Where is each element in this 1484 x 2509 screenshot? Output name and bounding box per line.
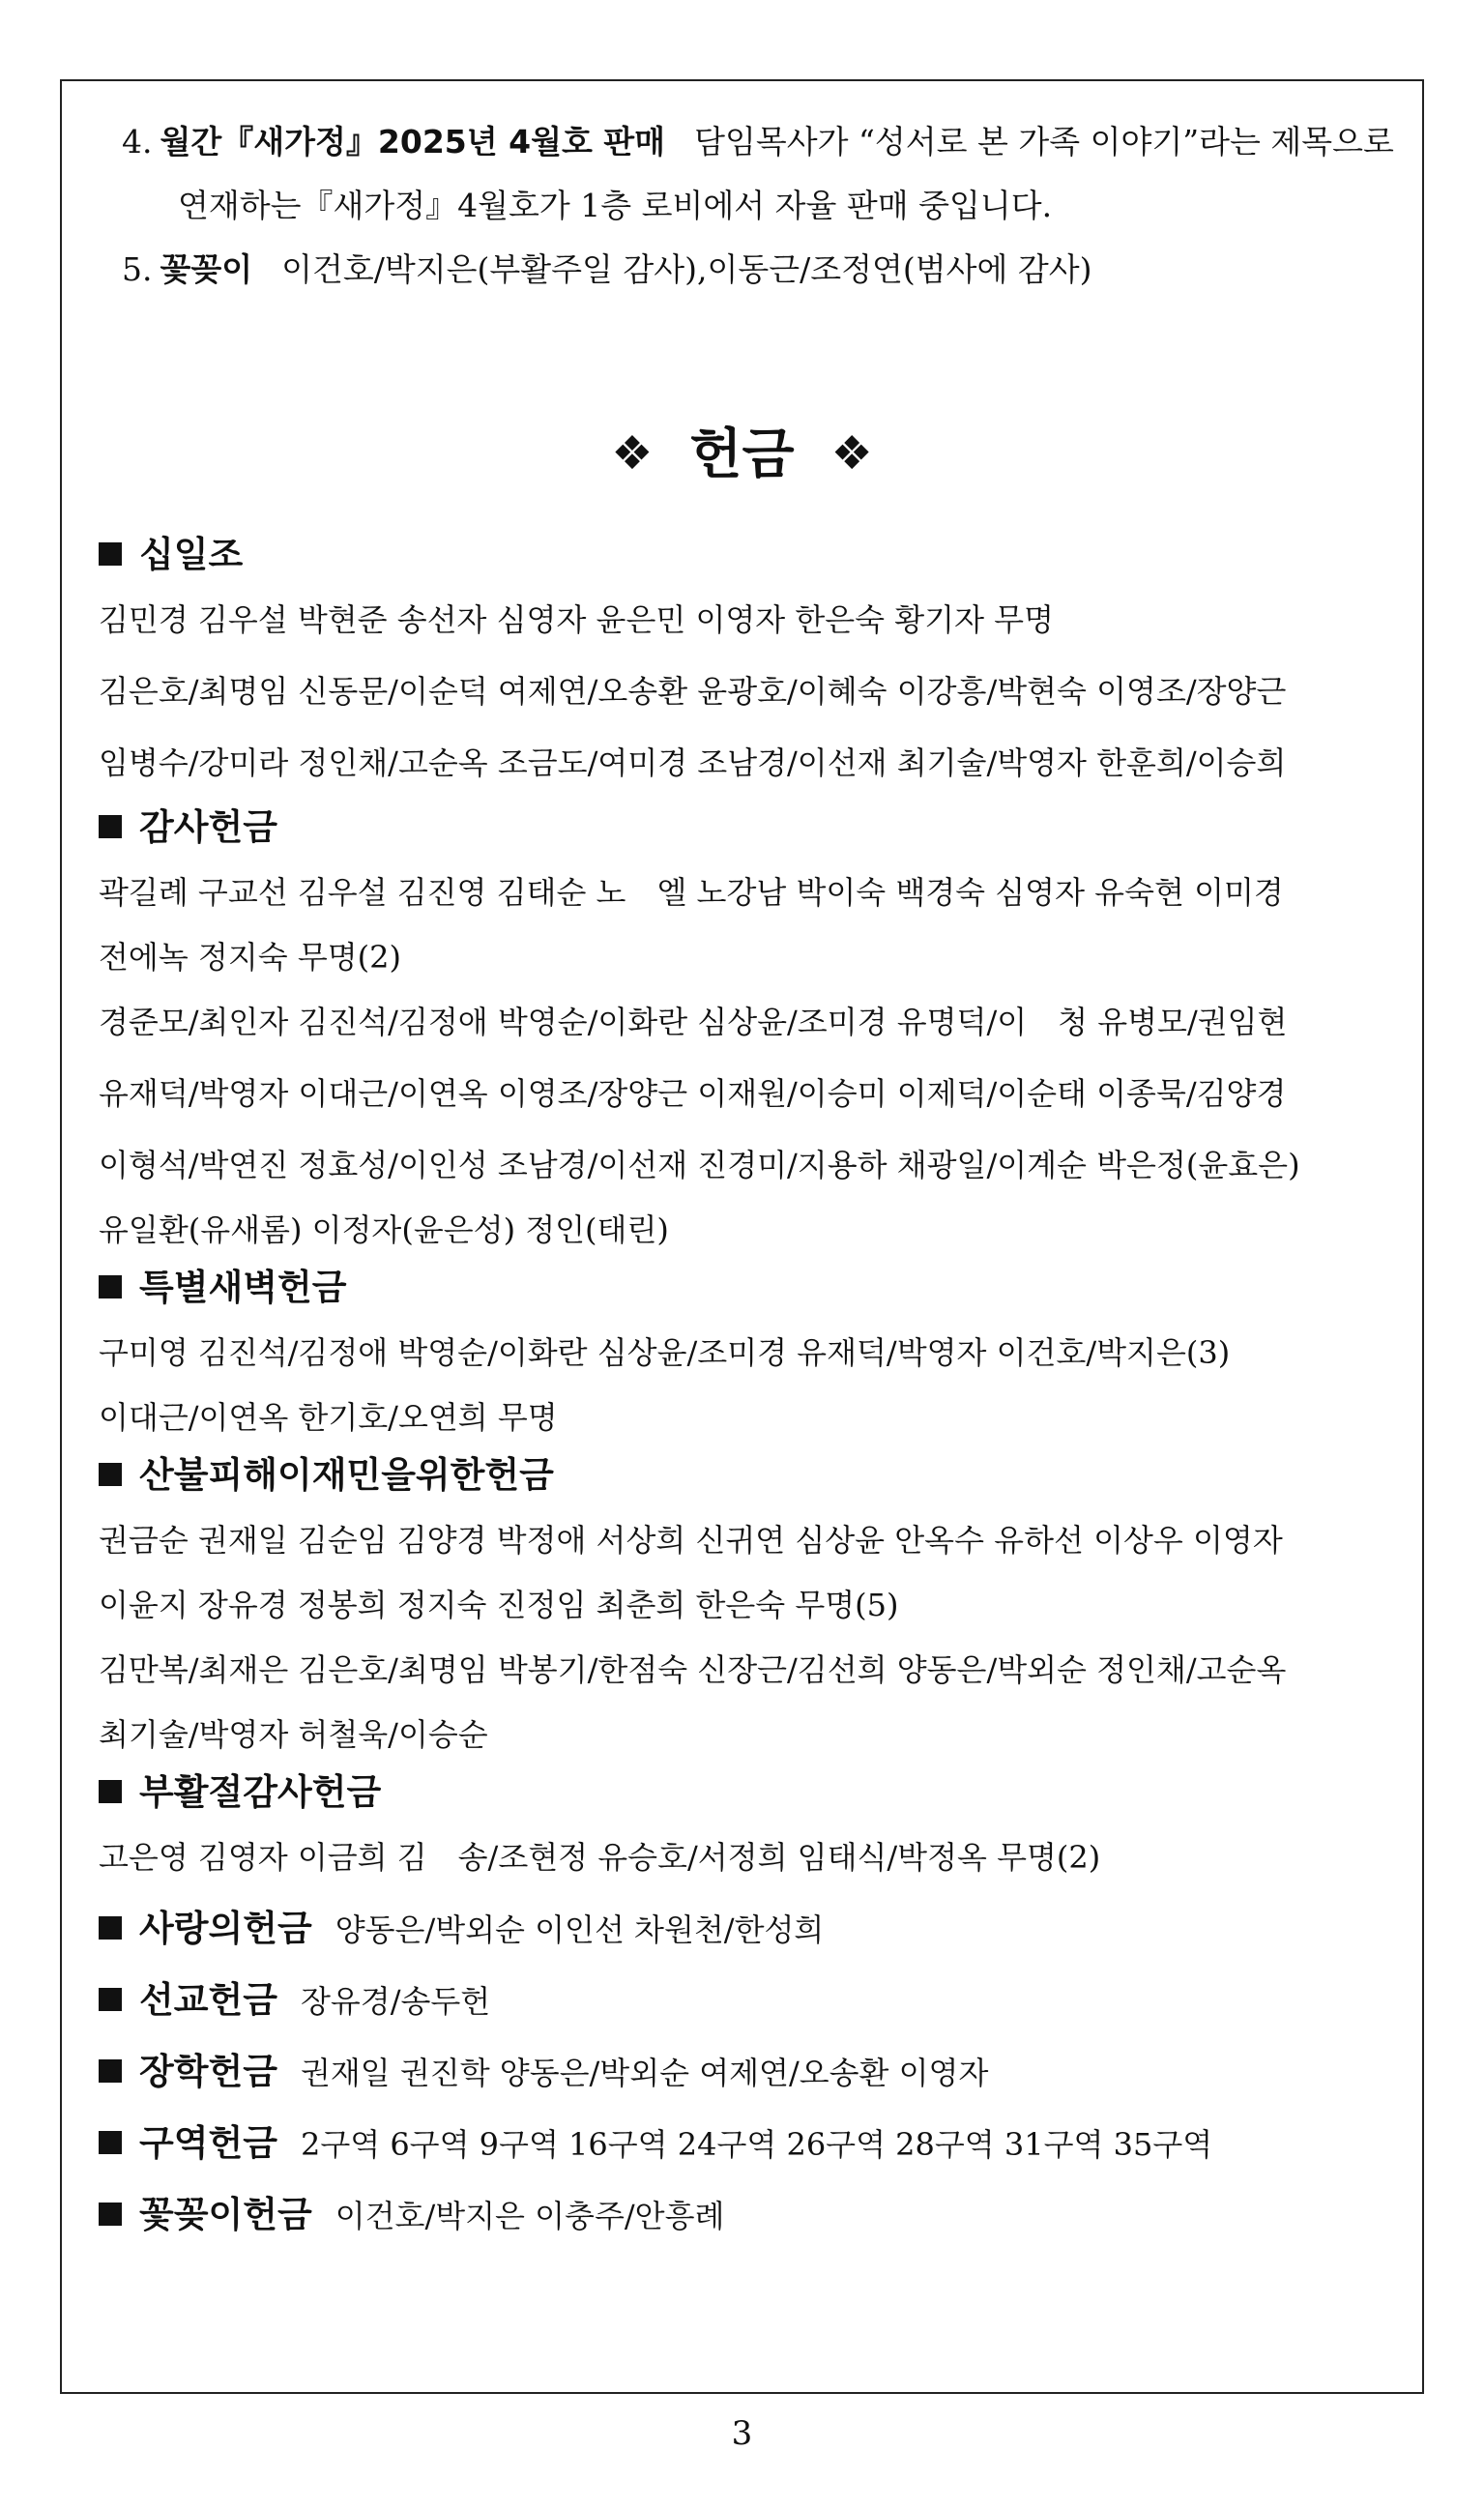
offering-category-title: 특별새벽헌금 (139, 1267, 347, 1308)
offering-names-line: 최기술/박영자 허철욱/이승순 (99, 1716, 488, 1753)
offering-names-inline: 2구역 6구역 9구역 16구역 24구역 26구역 28구역 31구역 35구역 (300, 2126, 1213, 2163)
offering-category-title: 부활절감사헌금 (139, 1771, 382, 1813)
page-number: 3 (731, 2414, 753, 2453)
offering-names-line: 김민경 김우설 박현준 송선자 심영자 윤은민 이영자 한은숙 황기자 무명 (99, 601, 1054, 638)
offering-names-inline: 권재일 권진학 양동은/박외순 여제연/오송환 이영자 (300, 2055, 989, 2091)
offering-category-heading (99, 799, 1413, 857)
black-square-bullet-icon (99, 542, 122, 566)
notice-text-continued: 연재하는『새가정』4월호가 1층 로비에서 자율 판매 중입니다. (178, 187, 1053, 224)
black-square-bullet-icon (99, 1275, 122, 1298)
black-square-bullet-icon (99, 1916, 122, 1940)
offering-names-inline: 양동은/박외순 이인선 차원천/한성희 (335, 1911, 825, 1948)
offering-category-title: 꽃꽂이헌금 (139, 2194, 312, 2235)
diamond-ornament-icon: ❖ (611, 426, 654, 481)
black-square-bullet-icon (99, 2059, 122, 2083)
notice-item-5 (122, 238, 1408, 302)
notice-number: 4. (122, 123, 153, 160)
offering-names-inline: 장유경/송두헌 (300, 1983, 491, 2020)
black-square-bullet-icon (99, 1463, 122, 1486)
offering-names-line: 구미영 김진석/김정애 박영순/이화란 심상윤/조미경 유재덕/박영자 이건호/박지은(3) (99, 1334, 1231, 1371)
offering-category-inline (99, 1893, 1413, 1965)
diamond-ornament-icon: ❖ (830, 426, 873, 481)
offerings-section-title (62, 410, 1422, 499)
black-square-bullet-icon (99, 2131, 122, 2154)
offering-category-title: 산불피해이재민을위한헌금 (139, 1454, 554, 1496)
black-square-bullet-icon (99, 1988, 122, 2011)
offering-names-line: 이윤지 장유경 정봉희 정지숙 진정임 최춘희 한은숙 무명(5) (99, 1587, 899, 1623)
notice-item-4 (122, 110, 1408, 238)
offering-names-line: 김은호/최명임 신동문/이순덕 여제연/오송환 윤광호/이혜숙 이강흥/박현숙 이영조/장양근 (99, 673, 1287, 710)
notice-number: 5. (122, 250, 153, 288)
notices-list (122, 110, 1408, 302)
offering-category-title: 십일조 (139, 534, 244, 575)
section-title-text: 헌금 (689, 423, 795, 486)
offering-category-heading (99, 526, 1413, 584)
offering-category-heading (99, 1446, 1413, 1504)
offerings-list (99, 526, 1413, 2251)
offering-category-title: 구역헌금 (139, 2122, 277, 2164)
offering-names-line: 권금순 권재일 김순임 김양경 박정애 서상희 신귀연 심상윤 안옥수 유하선 이상우 이영자 (99, 1522, 1283, 1559)
offering-category-title: 사랑의헌금 (139, 1908, 312, 1949)
notice-text: 담임목사가 “성서로 본 가족 이야기”라는 제목으로 (694, 123, 1394, 160)
offering-names-line: 전에녹 정지숙 무명(2) (99, 939, 401, 976)
black-square-bullet-icon (99, 1780, 122, 1803)
bulletin-page-frame (60, 79, 1424, 2394)
notice-heading: 월간『새가정』2025년 4월호 판매 (160, 123, 666, 160)
black-square-bullet-icon (99, 815, 122, 838)
offering-names-line: 이형석/박연진 정효성/이인성 조남경/이선재 진경미/지용하 채광일/이계순 박은정(윤효은) (99, 1147, 1300, 1183)
offering-names-line: 고은영 김영자 이금희 김 송/조현정 유승호/서정희 임태식/박정옥 무명(2) (99, 1839, 1101, 1876)
offering-category-title: 장학헌금 (139, 2051, 277, 2092)
offering-names-line: 유재덕/박영자 이대근/이연옥 이영조/장양근 이재원/이승미 이제덕/이순태 이종묵/김양경 (99, 1075, 1287, 1112)
offering-category-inline (99, 1965, 1413, 2036)
offering-names-inline: 이건호/박지은 이충주/안흥례 (335, 2198, 725, 2234)
offering-category-heading (99, 1764, 1413, 1822)
offering-names-line: 이대근/이연옥 한기호/오연희 무명 (99, 1399, 558, 1436)
notice-text: 이건호/박지은(부활주일 감사),이동근/조정연(범사에 감사) (281, 250, 1092, 288)
notice-heading: 꽃꽂이 (160, 250, 253, 288)
offering-names-line: 김만복/최재은 김은호/최명임 박봉기/한점숙 신장근/김선희 양동은/박외순 정인채/고순옥 (99, 1651, 1287, 1688)
offering-category-inline (99, 2108, 1413, 2179)
offering-names-line: 경준모/최인자 김진석/김정애 박영순/이화란 심상윤/조미경 유명덕/이 청 유병모/권임현 (99, 1004, 1288, 1040)
offering-category-title: 감사헌금 (139, 806, 277, 848)
black-square-bullet-icon (99, 2203, 122, 2226)
offering-names-line: 임병수/강미라 정인채/고순옥 조금도/여미경 조남경/이선재 최기술/박영자 한훈희/이승희 (99, 744, 1287, 781)
offering-category-inline (99, 2179, 1413, 2251)
offering-category-heading (99, 1259, 1413, 1317)
offering-category-inline (99, 2036, 1413, 2108)
offering-category-title: 선교헌금 (139, 1979, 277, 2021)
offering-names-line: 곽길례 구교선 김우설 김진영 김태순 노 엘 노강남 박이숙 백경숙 심영자 유숙현 이미경 (99, 874, 1284, 911)
offering-names-line: 유일환(유새롬) 이정자(윤은성) 정인(태린) (99, 1211, 669, 1248)
